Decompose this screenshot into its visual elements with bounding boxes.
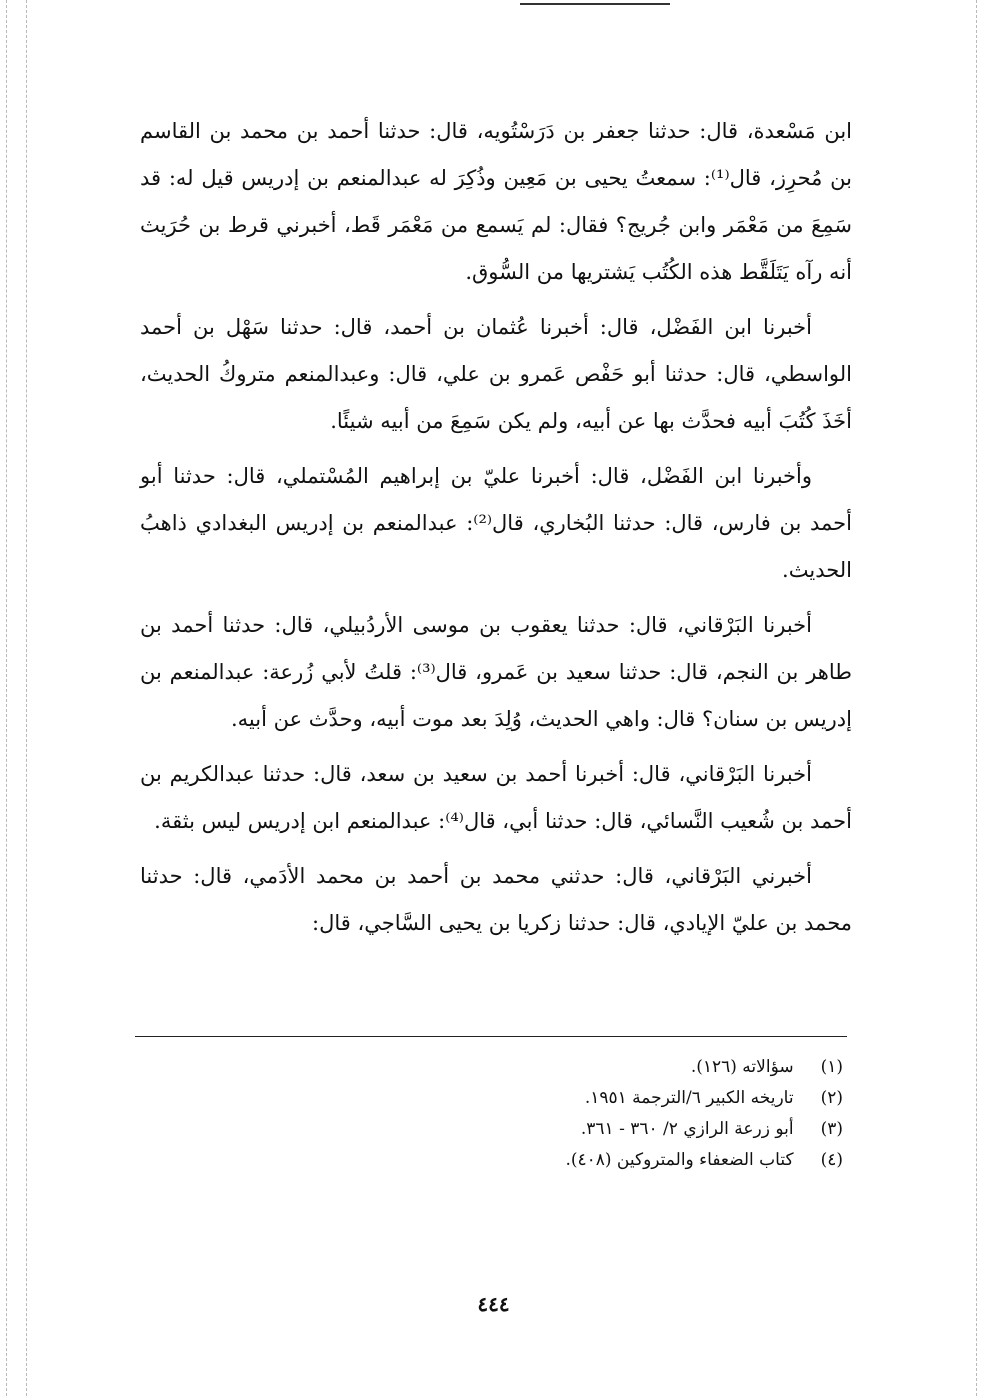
main-text — [140, 108, 852, 955]
footnote-text: أبو زرعة الرازي ٢/ ٣٦٠ - ٣٦١. — [580, 1119, 794, 1139]
page-number: ٤٤٤ — [477, 1292, 510, 1316]
scan-edge-right — [976, 0, 977, 1396]
footnote-marker: (٢) — [820, 1088, 843, 1108]
scan-edge-left-inner — [26, 0, 27, 1396]
footnote-text: سؤالاته (١٢٦). — [690, 1057, 794, 1077]
paragraph-2: أخبرنا ابن الفَضْل، قال: أخبرنا عُثمان بن أحمد، قال: حدثنا سَهْل بن أحمد الواسطي، قال: حدثنا أبو حَفْص عَمرو بن علي، قال: وعبدالمنعم متروكُ الحديث، أخَذَ كُتُبَ أبيه فحدَّث بها عن أبيه، ولم يكن سَمِعَ من أبيه شيئًا. — [140, 315, 852, 433]
top-header-rule — [520, 3, 670, 5]
footnote-1 — [135, 1052, 847, 1083]
footnote-text: كتاب الضعفاء والمتروكين (٤٠٨). — [565, 1150, 794, 1170]
paragraph-4: أخبرنا البَرْقاني، قال: حدثنا يعقوب بن موسى الأردُبيلي، قال: حدثنا أحمد بن طاهر بن النجم، قال: حدثنا سعيد بن عَمرو، قال⁽³⁾: قلتُ لأبي زُرعة: عبدالمنعم بن إدريس بن سنان؟ قال: واهي الحديث، وُلِدَ بعد موت أبيه، وحدَّث عن أبيه. — [140, 613, 852, 731]
footnote-marker: (٤) — [820, 1150, 843, 1170]
footnote-4 — [135, 1145, 847, 1176]
footnote-text: تاريخه الكبير ٦/الترجمة ١٩٥١. — [584, 1088, 794, 1108]
paragraph-3: وأخبرنا ابن الفَضْل، قال: أخبرنا عليّ بن إبراهيم المُسْتملي، قال: حدثنا أبو أحمد بن فارس، قال: حدثنا البُخاري، قال⁽²⁾: عبدالمنعم بن إدريس البغدادي ذاهبُ الحديث. — [140, 464, 852, 582]
footnote-marker: (٣) — [820, 1119, 843, 1139]
footnote-2 — [135, 1083, 847, 1114]
footnotes-list — [135, 1052, 847, 1176]
paragraph-1: ابن مَسْعدة، قال: حدثنا جعفر بن دَرَسْتُويه، قال: حدثنا أحمد بن محمد بن القاسم بن مُحرِز، قال⁽¹⁾: سمعتُ يحيى بن مَعِين وذُكِرَ له عبدالمنعم بن إدريس قيل له: قد سَمِعَ من مَعْمَر وابن جُريج؟ فقال: لم يَسمع من مَعْمَر قَط، أخبرني قرط بن حُرَيث أنه رآه يَتَلَقَّط هذه الكُتُب يَشتريها من السُّوق. — [140, 119, 853, 284]
paragraph-6: أخبرني البَرْقاني، قال: حدثني محمد بن أحمد بن محمد الأدَمي، قال: حدثنا محمد بن عليّ الإيادي، قال: حدثنا زكريا بن يحيى السَّاجي، قال: — [140, 864, 852, 935]
footnote-marker: (١) — [820, 1057, 843, 1077]
scan-edge-left-outer — [6, 0, 7, 1396]
footnote-3 — [135, 1114, 847, 1145]
paragraph-5: أخبرنا البَرْقاني، قال: أخبرنا أحمد بن سعيد بن سعد، قال: حدثنا عبدالكريم بن أحمد بن شُعيب النَّسائي، قال: حدثنا أبي، قال⁽⁴⁾: عبدالمنعم ابن إدريس ليس بثقة. — [140, 762, 852, 833]
footnote-divider — [135, 1036, 847, 1037]
